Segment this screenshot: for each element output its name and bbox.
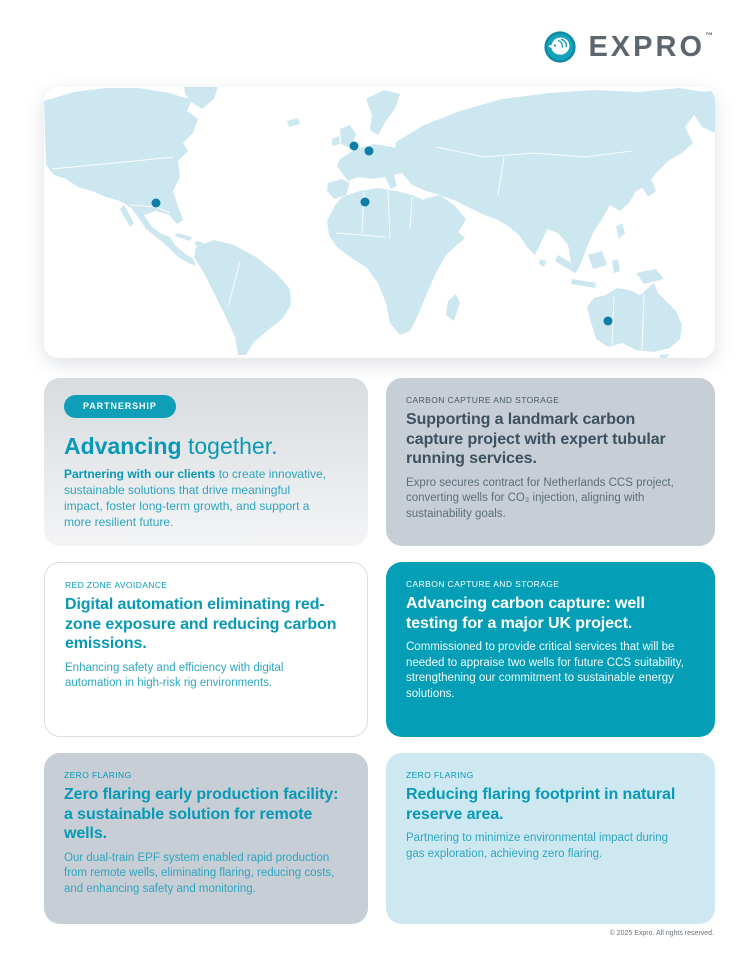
red-zone-heading: Digital automation eliminating red-zone exposure and reducing carbon emissions. xyxy=(65,596,337,653)
map-marker-algeria xyxy=(360,197,369,206)
ccs-uk-eyebrow: CARBON CAPTURE AND STORAGE xyxy=(406,579,560,589)
cards-grid xyxy=(44,378,715,924)
partnership-badge: PARTNERSHIP xyxy=(64,395,176,418)
map-marker-united-kingdom xyxy=(350,142,359,151)
ccs-tubular-body: Expro secures contract for Netherlands CCS project, converting wells for CO₂ injection, aligning with sustainability goals. xyxy=(406,476,674,520)
partnership-body-bold: Partnering with our clients xyxy=(64,467,216,482)
partnership-heading-bold: Advancing xyxy=(64,433,182,459)
red-zone-body: Enhancing safety and efficiency with digital automation in high-risk rig environments. xyxy=(65,661,284,690)
zero-flaring-reserve-eyebrow: ZERO FLARING xyxy=(406,770,474,780)
partnership-heading xyxy=(64,434,348,459)
map-marker-western-australia xyxy=(604,316,613,325)
partnership-heading-regular: together. xyxy=(181,433,278,459)
ccs-uk-heading: Advancing carbon capture: well testing for a major UK project. xyxy=(406,595,645,632)
card-partnership xyxy=(44,378,368,546)
zero-flaring-epf-heading: Zero flaring early production facility: a sustainable solution for remote wells. xyxy=(64,786,339,843)
ccs-uk-body: Commissioned to provide critical services that will be needed to appraise two wells for future CCS suitability, strengthening our commitment to sustainable energy solutions. xyxy=(406,641,684,700)
card-red-zone xyxy=(44,562,368,737)
zero-flaring-reserve-body: Partnering to minimize environmental impact during gas exploration, achieving zero flaring. xyxy=(406,832,669,860)
partnership-body xyxy=(64,467,330,531)
lion-icon xyxy=(543,30,577,64)
copyright-text: © 2025 Expro. All rights reserved. xyxy=(609,930,714,937)
zero-flaring-reserve-heading: Reducing flaring footprint in natural reserve area. xyxy=(406,786,676,823)
logo-wordmark: EXPRO™ xyxy=(588,31,713,63)
zero-flaring-epf-eyebrow: ZERO FLARING xyxy=(64,770,132,780)
map-marker-netherlands xyxy=(364,146,373,155)
partnership-body-regular: to create innovative, sustainable solutions that drive meaningful impact, foster long-term growth, and support a more resilient future. xyxy=(64,467,327,530)
world-map-card xyxy=(44,87,715,358)
expro-logo xyxy=(543,30,713,64)
red-zone-eyebrow: RED ZONE AVOIDANCE xyxy=(65,580,168,590)
card-ccs-uk xyxy=(386,562,715,737)
trademark-symbol: ™ xyxy=(705,31,713,40)
map-marker-layer xyxy=(44,87,715,358)
zero-flaring-epf-body: Our dual-train EPF system enabled rapid production from remote wells, eliminating flaring, reducing costs, and enhancing safety and monitoring. xyxy=(64,851,335,895)
card-zero-flaring-epf xyxy=(44,753,368,924)
map-marker-texas-usa xyxy=(152,198,161,207)
card-ccs-tubular xyxy=(386,378,715,546)
card-zero-flaring-reserve xyxy=(386,753,715,924)
ccs-tubular-eyebrow: CARBON CAPTURE AND STORAGE xyxy=(406,395,560,405)
ccs-tubular-heading: Supporting a landmark carbon capture project with expert tubular running services. xyxy=(406,411,666,468)
